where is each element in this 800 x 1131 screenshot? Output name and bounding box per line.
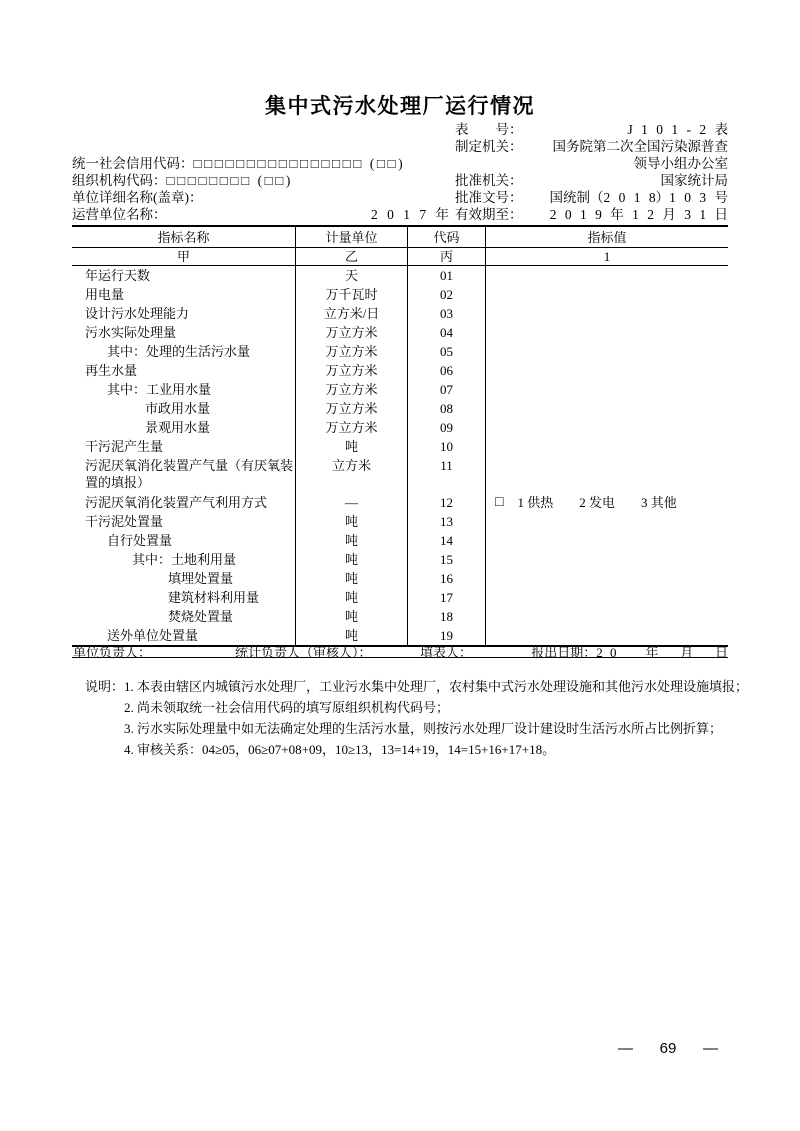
unit-cell-text: 万立方米 (325, 382, 378, 397)
indicator-name-cell-text: 焚烧处置量 (168, 609, 234, 624)
sub-value: 1 (603, 249, 611, 264)
unit-cell-text: 吨 (344, 609, 358, 624)
indicator-name-cell (72, 399, 296, 418)
unit-cell (296, 531, 408, 550)
unit-cell (296, 456, 408, 493)
maker-value-line2: 领导小组办公室 (633, 156, 728, 171)
indicator-name-cell (72, 266, 296, 285)
unit-cell (296, 493, 408, 512)
code-cell (408, 493, 486, 512)
filler-label: 填表人： (420, 645, 473, 660)
unit-cell (296, 399, 408, 418)
form-header (72, 121, 728, 223)
unit-cell (296, 607, 408, 626)
table-row (72, 588, 728, 607)
unit-cell (296, 304, 408, 323)
valid-until-label: 有效期至： (455, 207, 523, 222)
code-cell-text: 14 (440, 533, 453, 548)
code-cell-text: 10 (440, 439, 453, 454)
indicator-name-cell (72, 437, 296, 456)
indicator-name-cell (72, 512, 296, 531)
table-row (72, 418, 728, 437)
unit-cell-text: 吨 (344, 514, 358, 529)
note-item: 3. 污水实际处理量中如无法确定处理的生活污水量，则按污水处理厂设计建设时生活污水所占比例折算； (124, 721, 723, 736)
code-cell-text: 12 (440, 495, 453, 510)
table-row (72, 607, 728, 626)
checkbox-icon: □ (495, 495, 504, 510)
indicator-name-cell-text: 其中：土地利用量 (132, 552, 237, 567)
value-cell (486, 550, 728, 569)
indicator-name-cell-text: 市政用水量 (145, 401, 211, 416)
table-row (72, 399, 728, 418)
value-cell (486, 493, 728, 512)
unit-cell (296, 323, 408, 342)
value-cell (486, 569, 728, 588)
code-cell (408, 531, 486, 550)
code-cell (408, 437, 486, 456)
org-code-boxes: □□□□□□□□ (□□) (166, 173, 293, 188)
code-cell (408, 456, 486, 493)
maker-value-line1: 国务院第二次全国污染源普查 (552, 139, 728, 154)
code-cell (408, 399, 486, 418)
unit-name-label: 单位详细名称(盖章)： (72, 190, 203, 205)
code-cell-text: 15 (440, 552, 453, 567)
unit-cell (296, 342, 408, 361)
value-cell (486, 266, 728, 285)
indicator-name-cell-text: 填埋处置量 (168, 571, 234, 586)
indicators-table (72, 225, 728, 647)
table-row (72, 437, 728, 456)
value-cell (486, 361, 728, 380)
indicator-name-cell-text: 再生水量 (85, 363, 138, 378)
code-cell-text: 03 (440, 306, 453, 321)
value-cell (486, 588, 728, 607)
unit-cell-text: 立方米 (331, 458, 371, 473)
code-cell-text: 19 (440, 628, 453, 643)
table-header-row (72, 227, 728, 248)
gas-use-option: 2 发电 (579, 495, 615, 510)
code-cell (408, 304, 486, 323)
table-row (72, 512, 728, 531)
indicator-name-cell-text: 自行处置量 (107, 533, 173, 548)
unit-cell-text: 万千瓦时 (325, 287, 378, 302)
notes-section (85, 676, 749, 760)
code-cell-text: 17 (440, 590, 453, 605)
note-item: 1. 本表由辖区内城镇污水处理厂，工业污水集中处理厂，农村集中式污水处理设施和其他污水处理设施填报； (124, 679, 749, 694)
sub-code: 丙 (408, 248, 486, 265)
table-row (72, 323, 728, 342)
th-value: 指标值 (587, 229, 627, 245)
indicator-name-cell (72, 361, 296, 380)
unit-cell (296, 266, 408, 285)
unit-cell-text: 吨 (344, 628, 358, 643)
value-cell (486, 304, 728, 323)
unit-cell-text: 立方米/日 (323, 306, 380, 321)
unit-cell-text: 万立方米 (325, 363, 378, 378)
code-cell (408, 418, 486, 437)
report-date-label: 报出日期：2 0 年 月 日 (531, 645, 728, 660)
table-row (72, 361, 728, 380)
unit-cell (296, 285, 408, 304)
unit-cell (296, 512, 408, 531)
code-cell-text: 18 (440, 609, 453, 624)
org-code-label: 组织机构代码： (72, 173, 167, 188)
code-cell-text: 08 (440, 401, 453, 416)
indicator-name-cell (72, 418, 296, 437)
value-cell (486, 531, 728, 550)
indicator-name-cell-text: 污泥厌氧消化装置产气利用方式 (85, 495, 268, 510)
unit-cell (296, 437, 408, 456)
note-item: 4. 审核关系：04≥05，06≥07+08+09，10≥13，13=14+19，14=15+16+17+18。 (124, 742, 556, 757)
approver-label: 批准机关： (455, 173, 523, 188)
indicator-name-cell-text: 其中：处理的生活污水量 (107, 344, 251, 359)
unit-cell-text: 万立方米 (325, 325, 378, 340)
code-cell (408, 607, 486, 626)
code-cell (408, 380, 486, 399)
indicator-name-cell (72, 323, 296, 342)
value-cell (486, 607, 728, 626)
sub-name: 甲 (72, 248, 296, 265)
indicator-name-cell (72, 531, 296, 550)
unit-cell-text: 吨 (344, 571, 358, 586)
unit-cell-text: — (345, 495, 358, 510)
indicator-name-cell (72, 569, 296, 588)
stats-head-label: 统计负责人（审核人）： (235, 645, 372, 660)
th-indicator-name: 指标名称 (72, 227, 296, 247)
indicator-name-cell-text: 景观用水量 (145, 420, 211, 435)
code-cell (408, 266, 486, 285)
table-body (72, 266, 728, 645)
code-cell-text: 02 (440, 287, 453, 302)
indicator-name-cell (72, 588, 296, 607)
code-cell-text: 06 (440, 363, 453, 378)
value-cell (486, 323, 728, 342)
value-cell (486, 399, 728, 418)
unit-cell-text: 吨 (344, 590, 358, 605)
indicator-name-cell (72, 607, 296, 626)
value-cell (486, 342, 728, 361)
code-cell (408, 323, 486, 342)
unit-cell (296, 380, 408, 399)
operator-name-label: 运营单位名称： (72, 207, 167, 222)
indicator-name-cell-text: 干污泥处置量 (85, 514, 164, 529)
credit-code-label: 统一社会信用代码： (72, 156, 194, 171)
unit-cell-text: 天 (344, 268, 358, 283)
th-unit: 计量单位 (296, 227, 408, 247)
maker-label: 制定机关： (455, 139, 523, 154)
unit-cell-text: 万立方米 (325, 401, 378, 416)
maker-line (72, 138, 728, 155)
unit-cell-text: 万立方米 (325, 420, 378, 435)
page-number (618, 1040, 718, 1057)
table-row (72, 569, 728, 588)
org-code-line (72, 172, 728, 189)
table-row (72, 342, 728, 361)
indicator-name-cell (72, 285, 296, 304)
indicator-name-cell (72, 304, 296, 323)
indicator-name-cell-text: 污水实际处理量 (85, 325, 177, 340)
form-number-label: 表 号： (455, 122, 523, 137)
unit-cell (296, 418, 408, 437)
code-cell (408, 512, 486, 531)
indicator-name-cell (72, 456, 296, 493)
report-year: 2 0 1 7 年 (371, 207, 449, 222)
code-cell-text: 16 (440, 571, 453, 586)
value-cell (486, 380, 728, 399)
table-row (72, 266, 728, 285)
code-cell (408, 361, 486, 380)
page-title: 集中式污水处理厂运行情况 (265, 94, 535, 118)
code-cell-text: 11 (440, 458, 453, 473)
form-number-line (72, 121, 728, 138)
indicator-name-cell-text: 建筑材料利用量 (168, 590, 260, 605)
table-subheader-row (72, 248, 728, 266)
operator-name-line (72, 206, 728, 223)
indicator-name-cell-text: 干污泥产生量 (85, 439, 164, 454)
gas-use-option: 1 供热 (517, 495, 554, 510)
sub-unit: 乙 (296, 248, 408, 265)
valid-until-value: 2 0 1 9 年 1 2 月 3 1 日 (549, 207, 728, 222)
doc-no-label: 批准文号： (455, 190, 523, 205)
code-cell-text: 13 (440, 514, 453, 529)
indicator-name-cell-text: 污泥厌氧消化装置产气量（有厌氧装置的填报） (85, 458, 294, 490)
value-cell (486, 285, 728, 304)
unit-cell (296, 550, 408, 569)
gas-use-option: 3 其他 (641, 495, 677, 510)
signature-row (72, 642, 728, 658)
indicator-name-cell-text: 年运行天数 (85, 268, 151, 283)
unit-name-line (72, 189, 728, 206)
code-cell (408, 588, 486, 607)
indicator-name-cell-text: 设计污水处理能力 (85, 306, 190, 321)
table-row (72, 531, 728, 550)
indicator-name-cell-text: 其中：工业用水量 (107, 382, 212, 397)
code-cell-text: 04 (440, 325, 453, 340)
unit-cell (296, 361, 408, 380)
code-cell-text: 07 (440, 382, 453, 397)
table-row (72, 304, 728, 323)
table-row (72, 550, 728, 569)
table-row (72, 285, 728, 304)
unit-cell (296, 569, 408, 588)
indicator-name-cell (72, 550, 296, 569)
unit-cell-text: 吨 (344, 533, 358, 548)
indicator-name-cell (72, 493, 296, 512)
approver-value: 国家统计局 (660, 173, 728, 188)
note-item: 2. 尚未领取统一社会信用代码的填写原组织机构代码号； (124, 700, 450, 715)
code-cell-text: 05 (440, 344, 453, 359)
code-cell (408, 342, 486, 361)
table-row (72, 380, 728, 399)
unit-cell-text: 吨 (344, 439, 358, 454)
code-cell (408, 569, 486, 588)
indicator-name-cell-text: 送外单位处置量 (107, 628, 199, 643)
credit-code-boxes: □□□□□□□□□□□□□□□□ (□□) (193, 156, 406, 171)
table-row (72, 493, 728, 512)
form-number-value: J 1 0 1 - 2 表 (627, 122, 728, 137)
page-number-dash-left: — (618, 1040, 633, 1057)
code-cell (408, 550, 486, 569)
page-number-dash-right: — (703, 1040, 718, 1057)
page-number-value: 69 (659, 1040, 677, 1057)
value-cell (486, 437, 728, 456)
unit-head-label: 单位负责人： (73, 645, 152, 660)
indicator-name-cell (72, 342, 296, 361)
code-cell-text: 01 (440, 268, 453, 283)
code-cell (408, 285, 486, 304)
unit-cell (296, 588, 408, 607)
value-cell (486, 512, 728, 531)
code-cell-text: 09 (440, 420, 453, 435)
value-cell (486, 456, 728, 493)
unit-cell-text: 万立方米 (325, 344, 378, 359)
note-items (124, 676, 748, 760)
notes-label: 说明： (85, 679, 125, 694)
table-row (72, 456, 728, 493)
unit-cell-text: 吨 (344, 552, 358, 567)
indicator-name-cell (72, 380, 296, 399)
value-cell (486, 418, 728, 437)
doc-no-value: 国统制（2 0 1 8）1 0 3 号 (549, 190, 728, 205)
th-code: 代码 (408, 227, 486, 247)
credit-code-line (72, 155, 728, 172)
indicator-name-cell-text: 用电量 (85, 287, 125, 302)
